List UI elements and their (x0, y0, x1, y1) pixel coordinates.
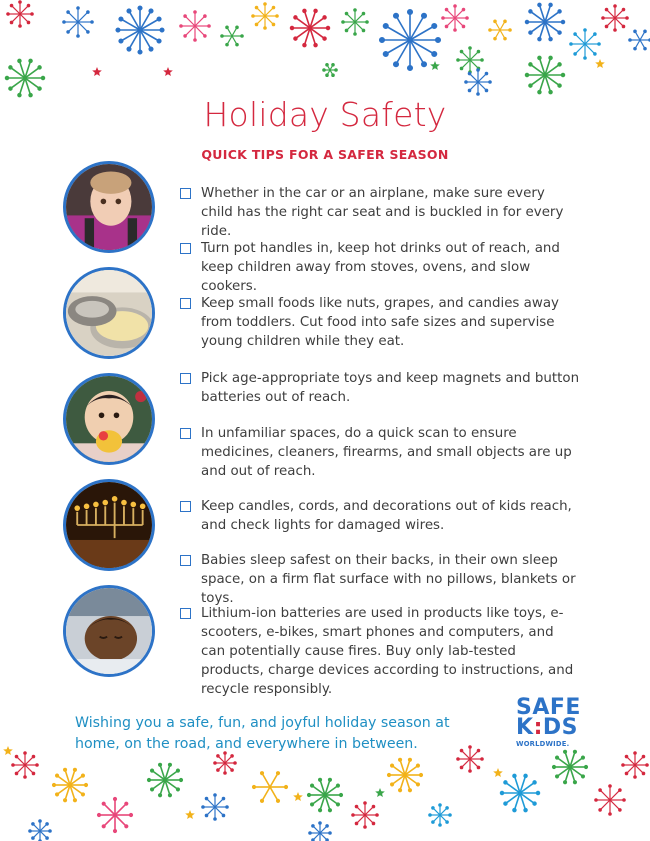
snowflake-icon (308, 779, 343, 812)
star-icon (3, 746, 13, 755)
snowflake-icon (253, 772, 288, 802)
checkbox[interactable] (180, 555, 191, 566)
tip-item-car-seat (180, 184, 580, 241)
snowflake-icon (629, 30, 650, 50)
tip-item-small-foods (180, 294, 580, 351)
tip-text: Turn pot handles in, keep hot drinks out of reach, and keep children away from stoves, ovens, and slow cookers. (201, 241, 560, 294)
snowflake-icon (323, 64, 337, 77)
star-icon (493, 768, 503, 777)
page-subtitle: QUICK TIPS FOR A SAFER SEASON (201, 147, 449, 162)
photo-baby-with-toy (63, 373, 155, 465)
footer-message: Wishing you a safe, fun, and joyful holiday season at home, on the road, and everywhere in between. (75, 715, 450, 752)
tip-item-candles (180, 497, 580, 535)
tip-item-pot-handles (180, 239, 580, 296)
snowflake-icon (291, 9, 330, 46)
snowflake-icon (388, 759, 423, 792)
tip-item-toys (180, 369, 580, 407)
snowflake-icon (309, 822, 331, 841)
star-icon (163, 67, 173, 76)
tip-text: In unfamiliar spaces, do a quick scan to ensure medicines, cleaners, firearms, and small objects are up and out of reach. (201, 426, 572, 479)
snowflake-icon (622, 752, 648, 778)
snowflake-icon (526, 56, 565, 93)
tip-text: Keep small foods like nuts, grapes, and candies away from toddlers. Cut food into safe sizes and supervise young children while they eat. (201, 296, 559, 349)
checkbox[interactable] (180, 188, 191, 199)
tip-text: Lithium-ion batteries are used in products like toys, e-scooters, e-bikes, smart phones and computers, and can potentially cause fires. Buy only lab-tested products, charge devices according to instructions, and recycle responsibly. (201, 606, 574, 697)
snowflake-icon (98, 798, 133, 833)
snowflake-icon (595, 785, 625, 815)
photo-baby-car-seat (63, 161, 155, 253)
star-icon (293, 792, 303, 801)
logo-ds: DS (542, 715, 578, 740)
snowflake-icon (501, 774, 540, 811)
snowflake-icon (221, 26, 243, 46)
snowflake-icon (53, 769, 88, 802)
tip-text: Keep candles, cords, and decorations out of kids reach, and check lights for damaged wires. (201, 499, 572, 533)
tip-item-unfamiliar-spaces (180, 424, 580, 481)
snowflake-icon (202, 794, 228, 820)
snowflake-icon (7, 1, 33, 27)
logo-k: K (516, 715, 534, 740)
snowflake-icon (12, 752, 38, 778)
tip-text: Babies sleep safest on their backs, in their own sleep space, on a firm flat surface with no pillows, blankets or toys. (201, 553, 576, 606)
snowflake-icon (342, 9, 368, 35)
tip-item-lithium-batteries (180, 604, 580, 699)
snowflake-icon (429, 804, 451, 826)
snowflake-icon (570, 29, 600, 59)
photo-menorah (63, 479, 155, 571)
star-icon (185, 810, 195, 819)
logo-line-safe: SAFE (516, 695, 581, 720)
snowflake-icon (252, 3, 278, 29)
tip-text: Whether in the car or an airplane, make sure every child has the right car seat and is buckled in for every ride. (201, 186, 564, 239)
snowflake-icon (380, 10, 440, 70)
tip-text: Pick age-appropriate toys and keep magnets and button batteries out of reach. (201, 371, 580, 405)
snowflake-icon (526, 3, 565, 40)
safe-kids-logo (516, 695, 581, 748)
snowflake-icon (602, 5, 628, 31)
star-icon (430, 61, 440, 70)
page-title: Holiday Safety (203, 95, 447, 134)
logo-dot-icon: : (533, 715, 543, 740)
snowflake-icon (29, 820, 51, 841)
snowflake-icon (442, 5, 468, 31)
snowflake-icon (6, 59, 45, 96)
snowflake-icon (214, 752, 236, 774)
tip-item-safe-sleep (180, 551, 580, 608)
snowflake-border-bottom (0, 745, 650, 841)
snowflake-icon (148, 764, 183, 797)
snowflake-icon (489, 20, 511, 40)
snowflake-icon (553, 751, 588, 784)
snowflake-icon (352, 802, 378, 828)
checkbox[interactable] (180, 298, 191, 309)
star-icon (92, 67, 102, 76)
star-icon (375, 788, 385, 797)
checkbox[interactable] (180, 373, 191, 384)
photo-sleeping-child (63, 585, 155, 677)
checkbox[interactable] (180, 501, 191, 512)
snowflake-icon (457, 47, 483, 73)
logo-line-kids (516, 715, 580, 740)
snowflake-icon (180, 11, 210, 41)
checkbox[interactable] (180, 428, 191, 439)
snowflake-icon (63, 7, 93, 37)
photo-cooking-pot (63, 267, 155, 359)
snowflake-icon (465, 69, 491, 95)
snowflake-border-top (0, 0, 650, 110)
snowflake-icon (116, 6, 164, 54)
checkbox[interactable] (180, 608, 191, 619)
checkbox[interactable] (180, 243, 191, 254)
star-icon (595, 59, 605, 68)
logo-line-worldwide: WORLDWIDE. (516, 740, 570, 748)
